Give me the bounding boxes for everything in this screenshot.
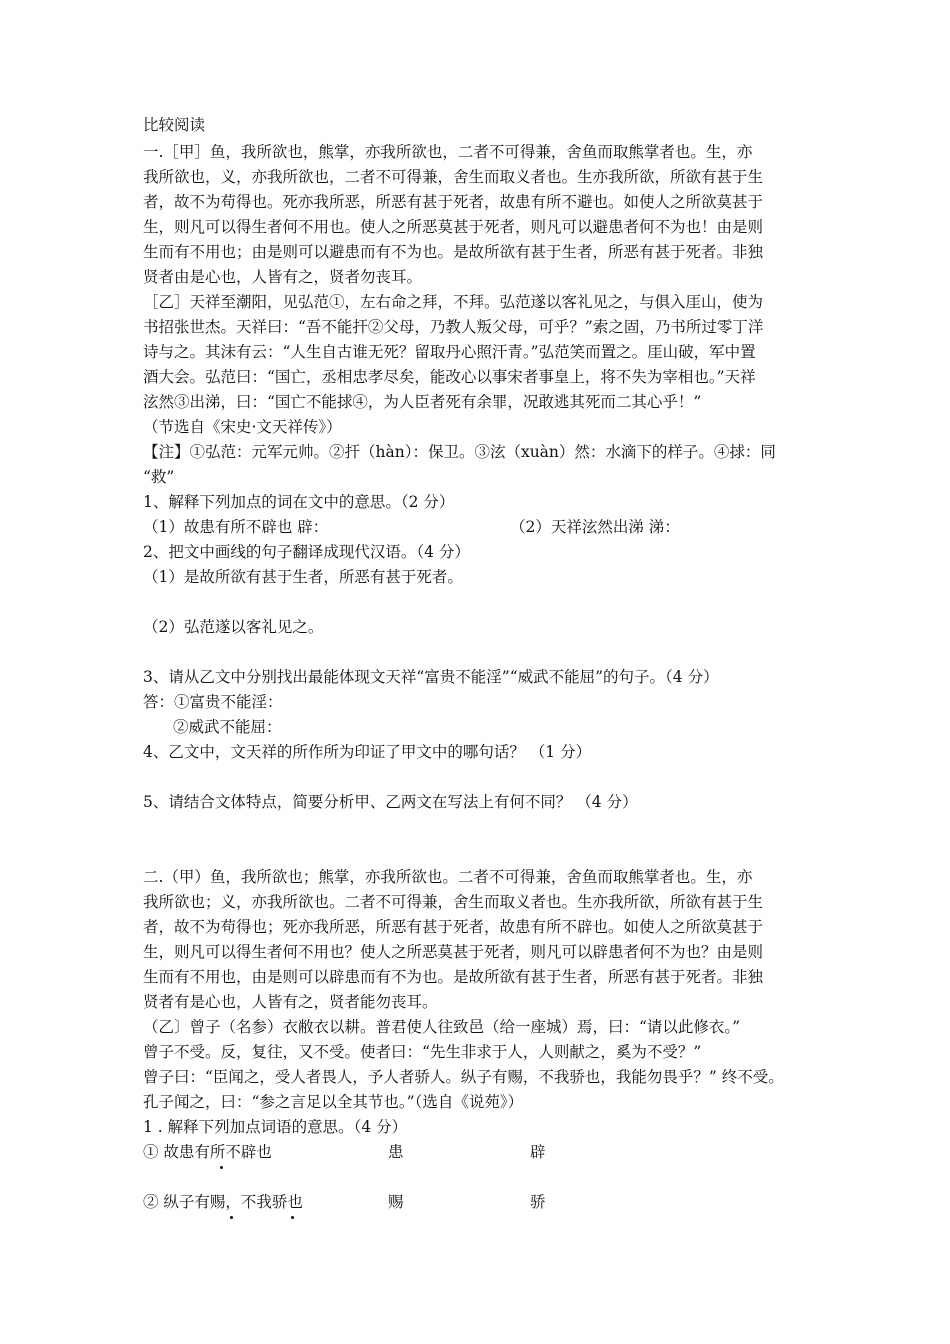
part1-question-5: 5、请结合文体特点，简要分析甲、乙两文在写法上有何不同？ （4 分）	[143, 793, 638, 811]
part1-yi-line: 泫然③出涕，曰：“国亡不能捄④，为人臣者死有余罪，况敢逃其死而二其心乎！”	[143, 393, 702, 411]
part1-yi-line: ［乙］天祥至潮阳，见弘范①，左右命之拜，不拜。弘范遂以客礼见之，与俱入厓山，使为	[143, 293, 764, 311]
part2-jia-line: 我所欲也；义，亦我所欲也。二者不可得兼，舍生而取义者也。生亦我所欲，所欲有甚于生	[143, 893, 764, 911]
part2-yi-line: 曾子曰：“臣闻之，受人者畏人，予人者骄人。纵子有赐，不我骄也，我能勿畏乎？” 终不受。	[143, 1068, 784, 1086]
part2-yi-line: （乙〕曾子（名参）衣敝衣以耕。普君使人往致邑（给一座城）焉，曰：“请以此修衣。”	[143, 1018, 741, 1036]
part1-source: （节选自《宋史·文天祥传》）	[143, 418, 342, 436]
part1-note: 【注】①弘范：元军元帅。②扞（hàn）：保卫。③泫（xuàn）然：水滴下的样子。④捄：同	[143, 443, 776, 461]
part1-jia-line: 者，故不为苟得也。死亦我所恶，所恶有甚于死者，故患有所不避也。如使人之所欲莫甚于	[143, 193, 764, 211]
part1-question-1-item-b: （2）天祥泫然出涕 涕：	[510, 518, 680, 536]
part2-jia-line: 二.（甲）鱼，我所欲也；熊掌，亦我所欲也。二者不可得兼，舍鱼而取熊掌者也。生，亦	[143, 868, 753, 886]
part2-jia-line: 者，故不为苟得也；死亦我所恶，所恶有甚于死者，故患有所不辟也。如使人之所欲莫甚于	[143, 918, 764, 936]
part2-jia-line: 生，则凡可以得生者何不用也？使人之所恶莫甚于死者，则凡可以辟患者何不为也？由是则	[143, 943, 764, 961]
part2-jia-line: 生而有不用也，由是则可以辟患而有不为也。是故所欲有甚于生者，所恶有甚于死者。非独	[143, 968, 764, 986]
part2-row-2-word-2: 骄	[530, 1193, 546, 1211]
part1-question-3-item-b: ②威武不能屈：	[173, 718, 282, 736]
part2-row-1-word-2: 辟	[530, 1143, 546, 1161]
part1-jia-line: 贤者由是心也，人皆有之，贤者勿丧耳。	[143, 268, 423, 286]
part2-row-2-sentence: ② 纵子有赐，不我骄也	[143, 1193, 303, 1211]
part1-note: “救”	[143, 468, 175, 486]
part1-question-2-item-b: （2）弘范遂以客礼见之。	[143, 618, 324, 636]
part1-jia-line: 生而有不用也；由是则可以避患而有不为也。是故所欲有甚于生者，所恶有甚于死者。非独	[143, 243, 764, 261]
part1-yi-line: 诗与之。其沫有云：“人生自古谁无死？留取丹心照汗青。”弘范笑而置之。厓山破，军中置	[143, 343, 756, 361]
part2-row-1-word-1: 患	[388, 1143, 404, 1161]
part2-question-1: 1 . 解释下列加点词语的意思。（4 分）	[143, 1118, 408, 1136]
part1-jia-line: 我所欲也，义，亦我所欲也，二者不可得兼，舍生而取义者也。生亦我所欲，所欲有甚于生	[143, 168, 764, 186]
part2-yi-line: 孔子闻之，曰：“参之言足以全其节也。”（选自《说苑》）	[143, 1093, 524, 1111]
document-title: 比较阅读	[143, 116, 206, 134]
part1-question-1-item-a: （1）故患有所不辟也 辟：	[143, 518, 329, 536]
part2-yi-line: 曾子不受。反，复往，又不受。使者曰：“先生非求于人，人则献之，奚为不受？”	[143, 1043, 702, 1061]
part2-jia-line: 贤者有是心也，人皆有之，贤者能勿丧耳。	[143, 993, 438, 1011]
part2-row-1-sentence: ① 故患有所不辟也	[143, 1143, 272, 1161]
part1-jia-line: 一.［甲］鱼，我所欲也，熊掌，亦我所欲也，二者不可得兼，舍鱼而取熊掌者也。生，亦	[143, 143, 753, 161]
part1-question-2-item-a: （1）是故所欲有甚于生者，所恶有甚于死者。	[143, 568, 463, 586]
part1-yi-line: 书招张世杰。天祥曰：“吾不能扞②父母，乃教人叛父母，可乎？”索之固，乃书所过零丁洋	[143, 318, 764, 336]
part1-question-2: 2、把文中画线的句子翻译成现代汉语。（4 分）	[143, 543, 470, 561]
part1-question-1: 1、解释下列加点的词在文中的意思。（2 分）	[143, 493, 455, 511]
part2-row-2-word-1: 赐	[388, 1193, 404, 1211]
part1-jia-line: 生，则凡可以得生者何不用也。使人之所恶莫甚于死者，则凡可以避患者何不为也！由是则	[143, 218, 764, 236]
part1-yi-line: 酒大会。弘范曰：“国亡，丞相忠孝尽矣，能改心以事宋者事皇上，将不失为宰相也。”天祥	[143, 368, 756, 386]
part1-question-3-item-a: 答：①富贵不能淫：	[143, 693, 283, 711]
part1-question-4: 4、乙文中，文天祥的所作所为印证了甲文中的哪句话？ （1 分）	[143, 743, 592, 761]
part1-question-3: 3、请从乙文中分别找出最能体现文天祥“富贵不能淫”“威武不能屈”的句子。（4 分）	[143, 668, 719, 686]
